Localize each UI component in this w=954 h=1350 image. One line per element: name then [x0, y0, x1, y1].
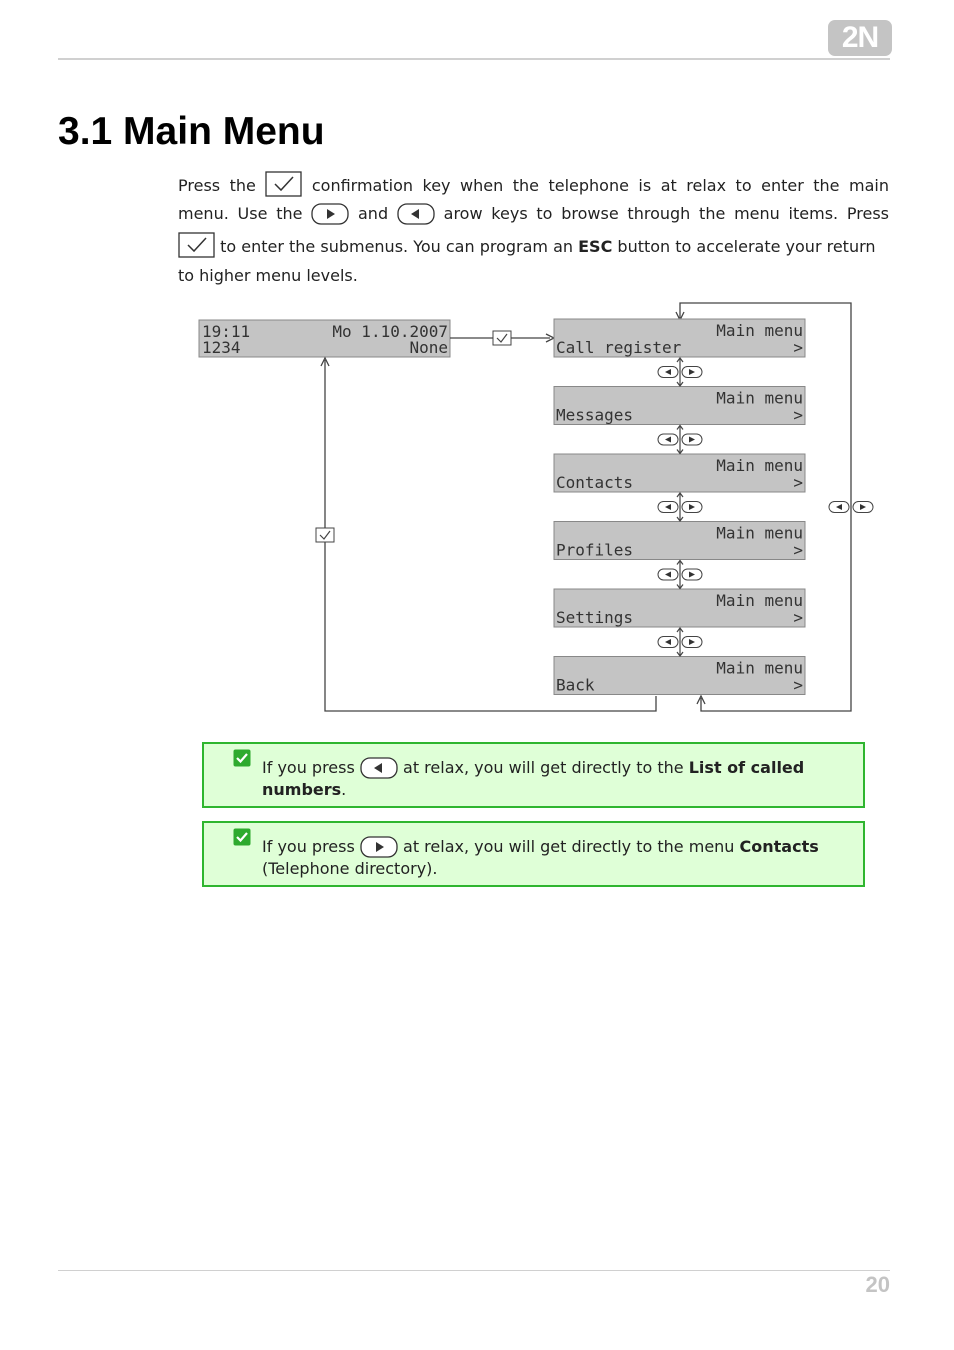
- chevron-right-icon: >: [793, 405, 803, 425]
- menu-header: Main menu: [716, 321, 803, 340]
- menu-screen: [554, 589, 805, 627]
- menu-header: Main menu: [716, 456, 803, 475]
- menu-header: Main menu: [716, 591, 803, 610]
- menu-item-label: Profiles: [556, 540, 634, 560]
- chevron-right-icon: >: [793, 338, 803, 357]
- brand-logo: 2N: [828, 20, 892, 56]
- menu-item-label: Call register: [556, 338, 682, 357]
- menu-navigation-diagram: [196, 298, 886, 718]
- tip-right-key: If you press at relax, you will get directly to the menu Contacts (Telephone directory).: [202, 821, 865, 887]
- page-title: 3.1 Main Menu: [58, 110, 325, 153]
- chevron-right-icon: >: [793, 675, 803, 695]
- menu-item-label: Settings: [556, 608, 634, 627]
- idle-status: None: [409, 338, 448, 357]
- menu-screen: [554, 522, 805, 560]
- checkbox-icon: [233, 749, 251, 767]
- chevron-right-icon: >: [793, 540, 803, 560]
- checkbox-icon: [233, 828, 251, 846]
- menu-screen: [554, 319, 805, 357]
- right-arrow-key-icon: [311, 203, 349, 225]
- menu-item-label: Contacts: [556, 473, 634, 492]
- menu-screen: [554, 454, 805, 492]
- page-number: 20: [865, 1272, 890, 1297]
- left-arrow-key-icon: [360, 757, 398, 779]
- header-rule: [58, 58, 890, 60]
- right-arrow-key-icon: [360, 836, 398, 858]
- intro-line-4: to higher menu levels.: [178, 266, 358, 285]
- idle-time: 19:11: [202, 322, 251, 341]
- chevron-right-icon: >: [793, 608, 803, 627]
- menu-item-label: Back: [556, 675, 595, 695]
- menu-screen: [554, 387, 805, 425]
- intro-line-3: to enter the submenus. You can program an ESC button to accelerate your return: [178, 232, 889, 258]
- menu-screen: [554, 657, 805, 695]
- chevron-right-icon: >: [793, 473, 803, 492]
- confirm-key-icon: [493, 331, 511, 345]
- footer-rule: [58, 1270, 890, 1271]
- tip-left-key: If you press at relax, you will get directly to the List of called numbers.: [202, 742, 865, 808]
- confirm-key-icon: [316, 528, 334, 542]
- menu-header: Main menu: [716, 388, 803, 408]
- esc-label: ESC: [578, 237, 613, 256]
- menu-header: Main menu: [716, 658, 803, 678]
- idle-date: Mo 1.10.2007: [332, 322, 448, 341]
- idle-screen: [199, 320, 450, 357]
- menu-header: Main menu: [716, 523, 803, 543]
- menu-item-label: Messages: [556, 405, 634, 425]
- left-arrow-key-icon: [397, 203, 435, 225]
- intro-line-2: menu. Use the and arow keys to browse through the menu items. Press: [178, 204, 889, 223]
- confirm-key-icon: [178, 232, 215, 258]
- confirm-key-icon: [265, 171, 302, 197]
- idle-number: 1234: [202, 338, 241, 357]
- intro-line-1: Press the confirmation key when the telephone is at relax to enter the main: [178, 171, 889, 197]
